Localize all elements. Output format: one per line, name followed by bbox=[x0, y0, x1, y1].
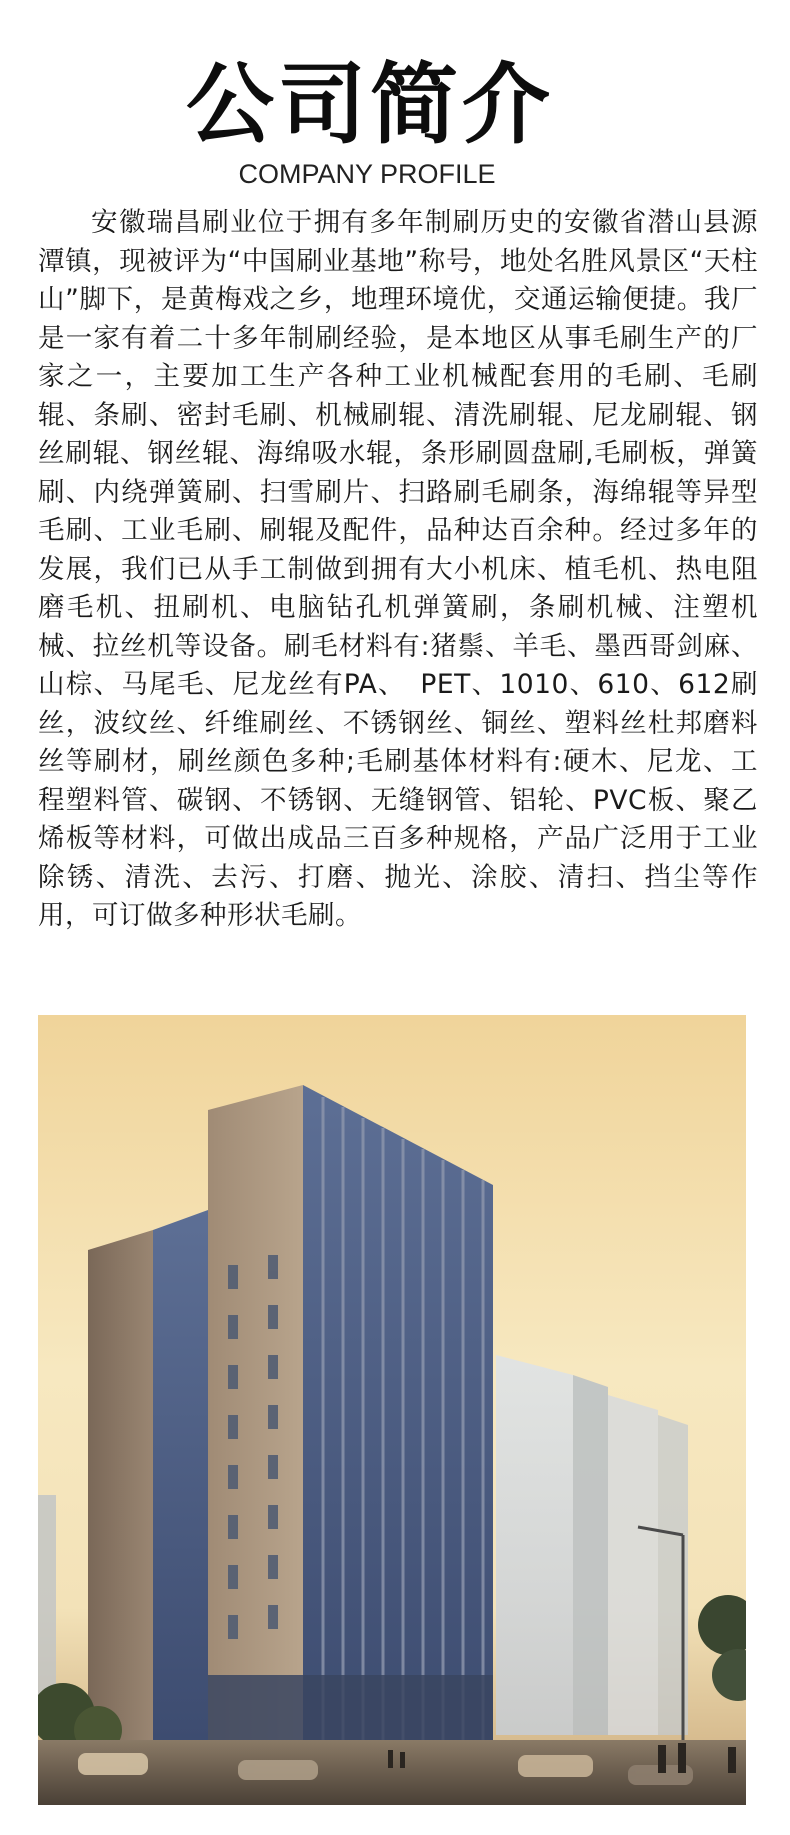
page-title: 公司简介 bbox=[185, 53, 554, 156]
company-building-photo bbox=[38, 1015, 746, 1805]
page-header bbox=[0, 55, 790, 191]
building-illustration bbox=[38, 1015, 746, 1805]
page-subtitle: COMPANY PROFILE bbox=[238, 159, 496, 189]
company-profile-text: 安徽瑞昌刷业位于拥有多年制刷历史的安徽省潜山县源潭镇，现被评为“中国刷业基地”称号，地处名胜风景区“天柱山”脚下，是黄梅戏之乡，地理环境优，交通运输便捷。我厂是一家有着二十多年制刷经验，是本地区从事毛刷生产的厂家之一，主要加工生产各种工业机械配套用的毛刷、毛刷辊、条刷、密封毛刷、机械刷辊、清洗刷辊、尼龙刷辊、钢丝刷辊、钢丝辊、海绵吸水辊，条形刷圆盘刷,毛刷板，弹簧刷、内绕弹簧刷、扫雪刷片、扫路刷毛刷条，海绵辊等异型毛刷、工业毛刷、刷辊及配件，品种达百余种。经过多年的发展，我们已从手工制做到拥有大小机床、植毛机、热电阻磨毛机、扭刷机、电脑钻孔机弹簧刷，条刷机械、注塑机械、拉丝机等设备。刷毛材料有:猪鬃、羊毛、墨西哥剑麻、山棕、马尾毛、尼龙丝有PA、 PET、1010、610、612刷丝，波纹丝、纤维刷丝、不锈钢丝、铜丝、塑料丝杜邦磨料丝等刷材，刷丝颜色多种;毛刷基体材料有:硬木、尼龙、工程塑料管、碳钢、不锈钢、无缝钢管、铝轮、PVC板、聚乙烯板等材料，可做出成品三百多种规格，产品广泛用于工业除锈、清洗、去污、打磨、抛光、涂胶、清扫、挡尘等作用，可订做多种形状毛刷。 bbox=[38, 207, 758, 931]
